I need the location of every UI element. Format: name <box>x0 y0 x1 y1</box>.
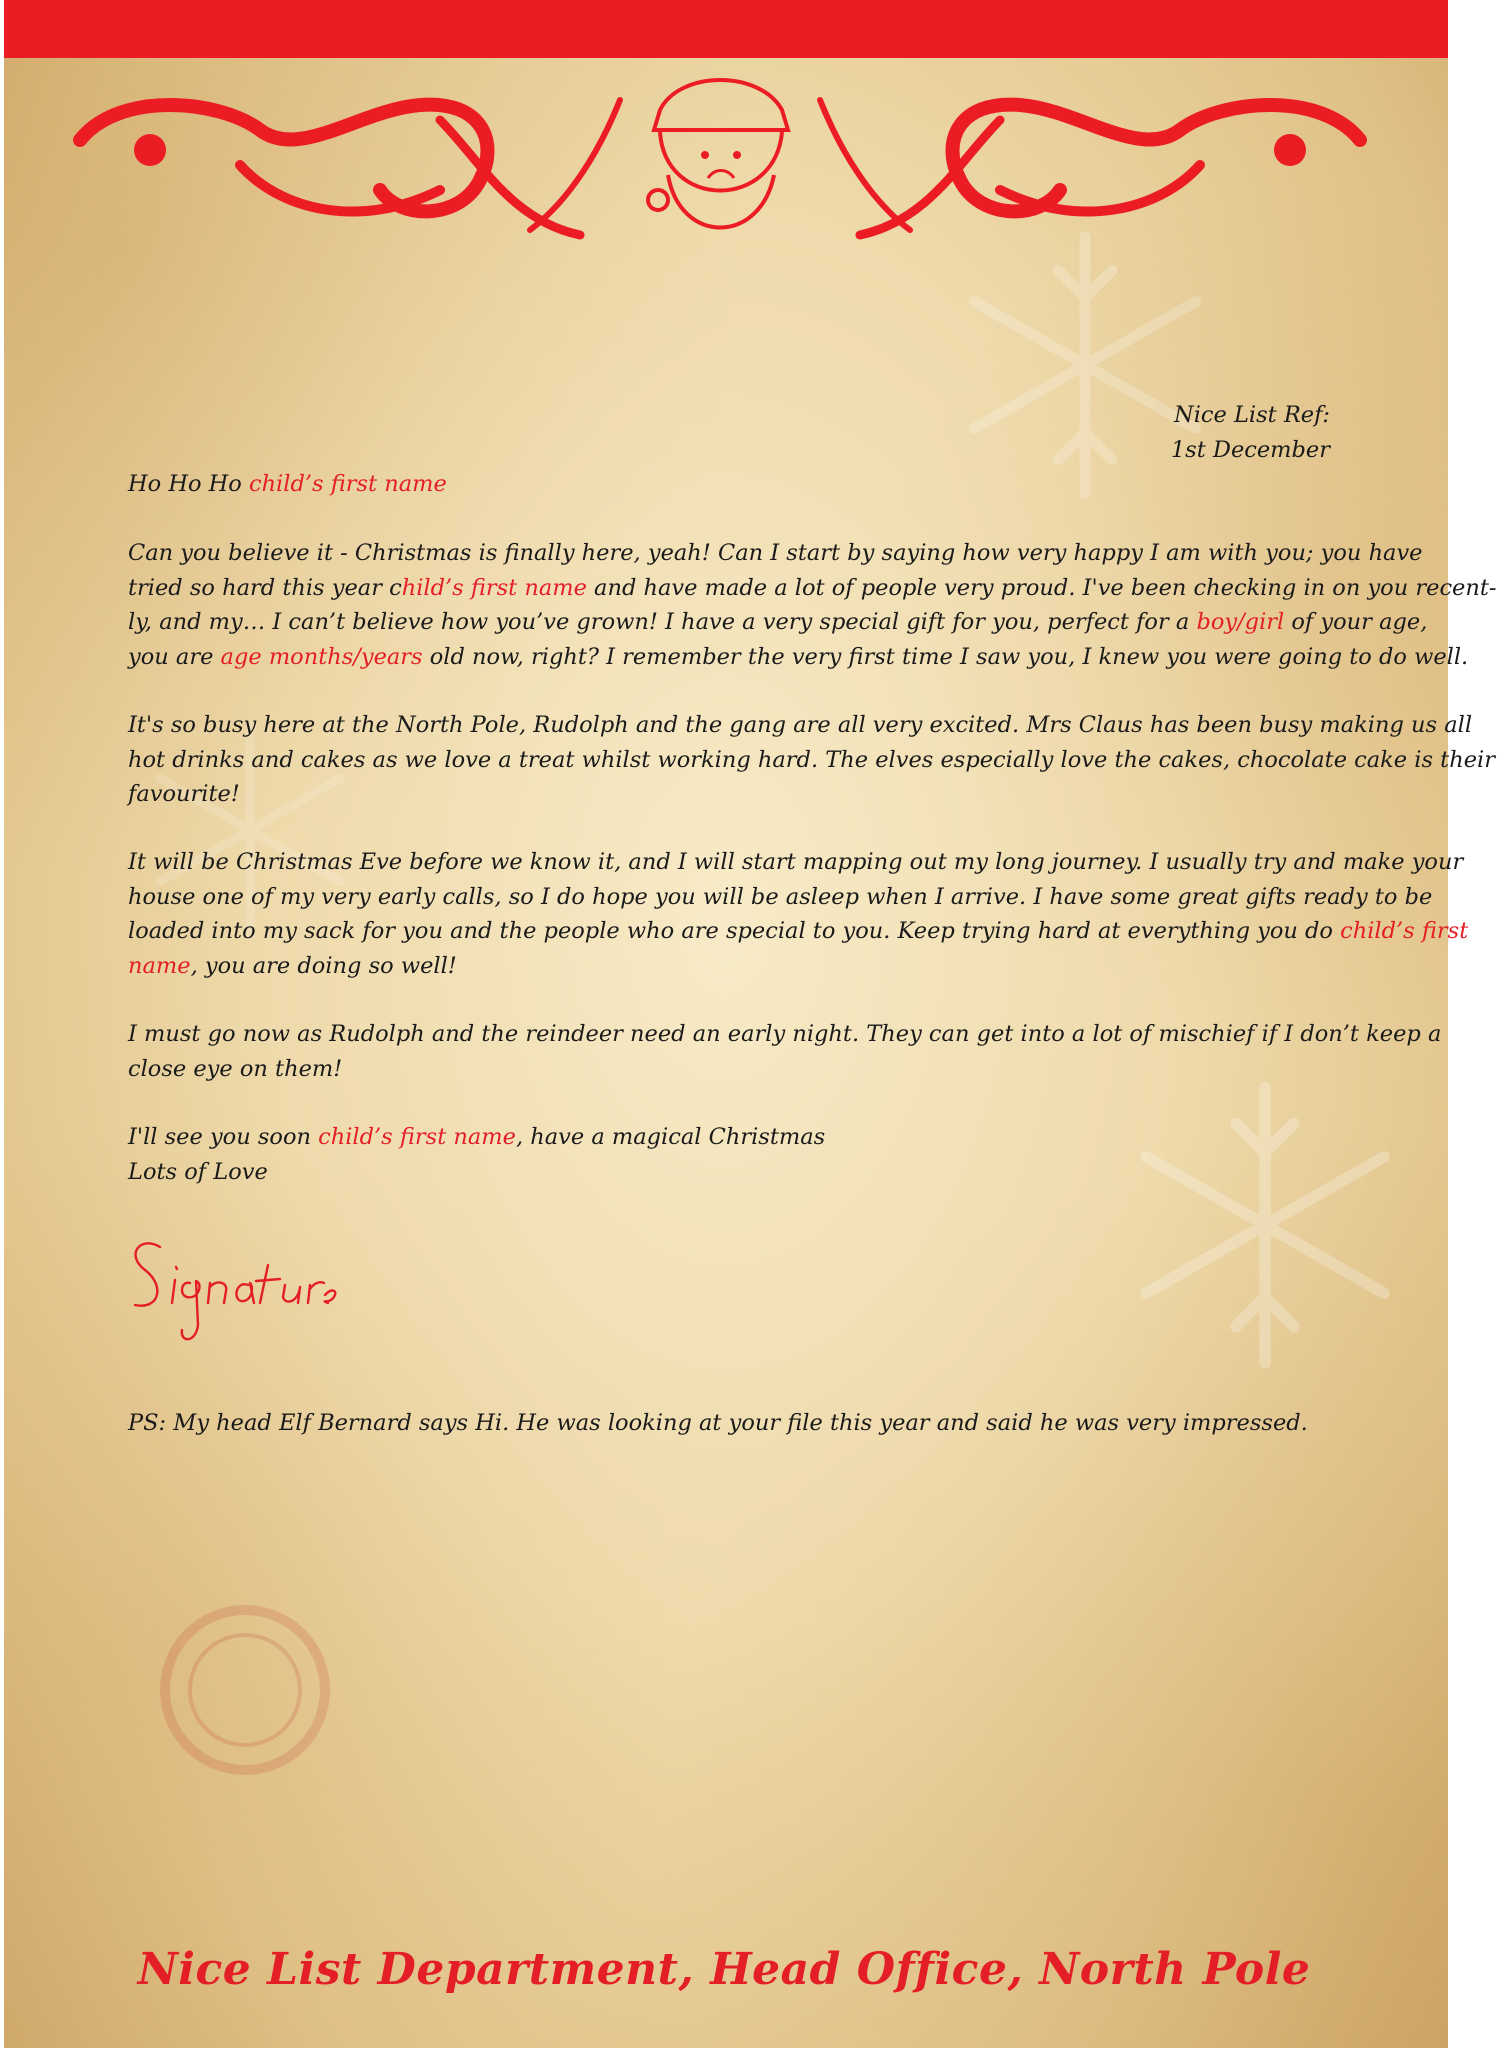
paragraph-line: It will be Christmas Eve before we know it, and I will start mapping out my long journey. I usually try and make your <box>128 849 1464 875</box>
child-name-placeholder: child’s first name <box>248 471 447 497</box>
greeting <box>128 467 1338 502</box>
paragraph-line: name, you are doing so well! <box>128 952 457 979</box>
sign-off: Lots of Love <box>128 1158 268 1185</box>
paragraph-line: I must go now as Rudolph and the reindeer need an early night. They can get into a lot of mischief if I don’t keep a <box>128 1021 1442 1047</box>
paragraph-line: favourite! <box>128 781 240 807</box>
age-placeholder: age months/years <box>220 643 423 670</box>
paragraph-4 <box>128 1017 1442 1086</box>
paragraph-line: house one of my very early calls, so I do hope you will be asleep when I arrive. I have some great gifts ready to be <box>128 883 1433 910</box>
paragraph-line: ly, and my… I can’t believe how you’ve grown! I have a very special gift for you, perfect for a boy/girl of your age, <box>128 609 1428 635</box>
closing <box>128 1120 1338 1189</box>
approved-stamp-icon <box>135 1580 375 1780</box>
child-name-placeholder: hild’s first name <box>401 574 587 601</box>
letter-date: 1st December <box>1170 436 1330 463</box>
paragraph-line: hot drinks and cakes as we love a treat whilst working hard. The elves especially love the cakes, chocolate cake is their <box>128 746 1495 773</box>
greeting-prefix: Ho Ho Ho <box>128 471 249 497</box>
paragraph-3 <box>128 845 1469 983</box>
reference-block <box>1171 398 1330 467</box>
paragraph-line: I'll see you soon child’s first name, have a magical Christmas <box>128 1124 826 1150</box>
ps-text: PS: My head Elf Bernard says Hi. He was looking at your file this year and said he was very impressed. <box>128 1410 1308 1436</box>
santa-face-icon <box>648 80 788 228</box>
top-red-bar <box>4 0 1448 58</box>
child-name-placeholder: child’s first name <box>318 1124 516 1150</box>
paragraph-line: you are age months/years old now, right? I remember the very first time I saw you, I knew you were going to do well. <box>128 643 1469 670</box>
nice-list-ref-label: Nice List Ref: <box>1174 402 1330 428</box>
paragraph-line: close eye on them! <box>128 1055 343 1082</box>
paragraph-line: It's so busy here at the North Pole, Rudolph and the gang are all very excited. Mrs Claus has been busy making us all <box>128 712 1473 738</box>
gender-placeholder: boy/girl <box>1196 609 1285 635</box>
footer-address: Nice List Department, Head Office, North Pole <box>137 1944 1311 1995</box>
paragraph-line: tried so hard this year child’s first name and have made a lot of people very proud. I've been checking in on you recent- <box>128 574 1497 601</box>
child-name-placeholder: child’s first <box>1340 918 1469 944</box>
paragraph-1 <box>128 536 1497 674</box>
child-name-placeholder: name <box>128 952 191 979</box>
signature <box>120 1225 340 1355</box>
paragraph-2 <box>128 708 1495 812</box>
header-ornament <box>60 70 1380 260</box>
postscript <box>128 1406 1338 1441</box>
paragraph-line: loaded into my sack for you and the people who are special to you. Keep trying hard at everything you do child’s first <box>128 918 1469 944</box>
paragraph-line: Can you believe it - Christmas is finally here, yeah! Can I start by saying how very happy I am with you; you have <box>128 540 1423 566</box>
